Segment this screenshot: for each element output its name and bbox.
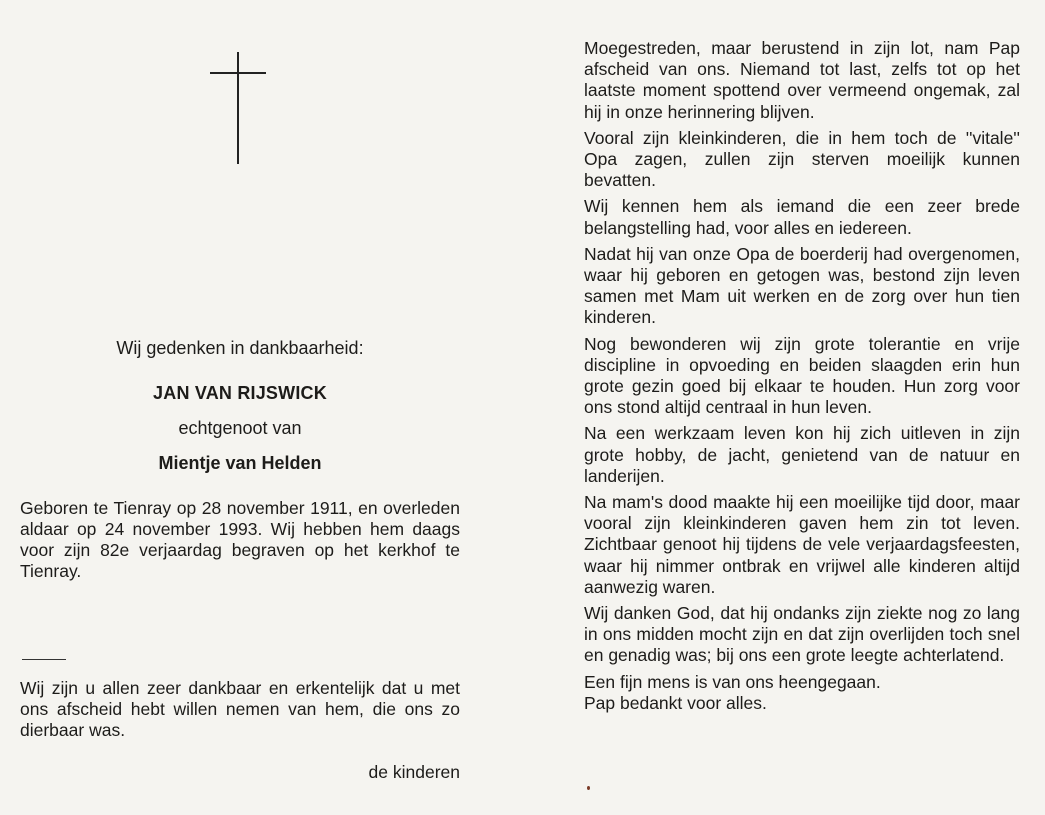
cross-icon <box>210 52 266 164</box>
divider <box>22 659 66 660</box>
eulogy-paragraph: Wij kennen hem als iemand die een zeer brede belangstelling had, voor alles en iedereen. <box>584 196 1020 238</box>
spouse-label: echtgenoot van <box>178 418 302 438</box>
closing-line: Pap bedankt voor alles. <box>584 692 767 713</box>
eulogy-paragraph: Vooral zijn kleinkinderen, die in hem toch de ''vitale'' Opa zagen, zullen zijn sterven moeilijk kunnen bevatten. <box>584 127 1020 191</box>
signature: de kinderen <box>368 762 460 782</box>
spouse-name: Mientje van Helden <box>158 453 322 473</box>
eulogy-paragraph: Wij danken God, dat hij ondanks zijn ziekte nog zo lang in ons midden mocht zijn en dat zijn overlijden toch snel en genadig was; bij ons een grote leegte achterlatend. <box>584 603 1020 666</box>
eulogy-paragraph: Na mam's dood maakte hij een moeilijke tijd door, maar vooral zijn kleinkinderen gaven hem zin tot leven. Zichtbaar genoot hij tijdens de vele verjaardagsfeesten, waar hij nimmer ontbrak en vrijwel alle kinderen altijd aanwezig waren. <box>584 492 1020 597</box>
thanks-text: Wij zijn u allen zeer dankbaar en erkentelijk dat u met ons afscheid hebt willen nemen van hem, die ons zo dierbaar was. <box>20 678 460 740</box>
intro-line: Wij gedenken in dankbaarheid: <box>116 338 364 358</box>
left-panel <box>0 0 522 815</box>
eulogy-paragraph: Nog bewonderen wij zijn grote tolerantie en vrije discipline in opvoeding en beiden slaagden erin hun grote gezin goed bij elkaar te houden. Hun zorg voor ons stond altijd centraal in hun leven. <box>584 333 1020 418</box>
birth-death-text: Geboren te Tienray op 28 november 1911, en overleden aldaar op 24 november 1993. Wij hebben hem daags voor zijn 82e verjaardag begraven op het kerkhof te Tienray. <box>20 498 460 581</box>
cross-horizontal-bar <box>210 72 266 74</box>
closing-line: Een fijn mens is van ons heengegaan. <box>584 671 881 692</box>
cross-vertical-bar <box>237 52 239 164</box>
eulogy-paragraph: Nadat hij van onze Opa de boerderij had overgenomen, waar hij geboren en getogen was, bestond zijn leven samen met Mam uit werken en de zorg over hun tien kinderen. <box>584 243 1020 328</box>
ink-speck <box>587 786 590 790</box>
right-panel <box>522 0 1045 815</box>
eulogy-paragraph: Na een werkzaam leven kon hij zich uitleven in zijn grote hobby, de jacht, genietend van de natuur en landerijen. <box>584 423 1020 486</box>
eulogy-text <box>584 38 1020 714</box>
eulogy-paragraph: Moegestreden, maar berustend in zijn lot, nam Pap afscheid van ons. Niemand tot last, zelfs tot op het laatste moment spottend over vermeend ongemak, zal hij in onze herinnering blijven. <box>584 38 1020 122</box>
deceased-name: JAN VAN RIJSWICK <box>153 383 327 403</box>
